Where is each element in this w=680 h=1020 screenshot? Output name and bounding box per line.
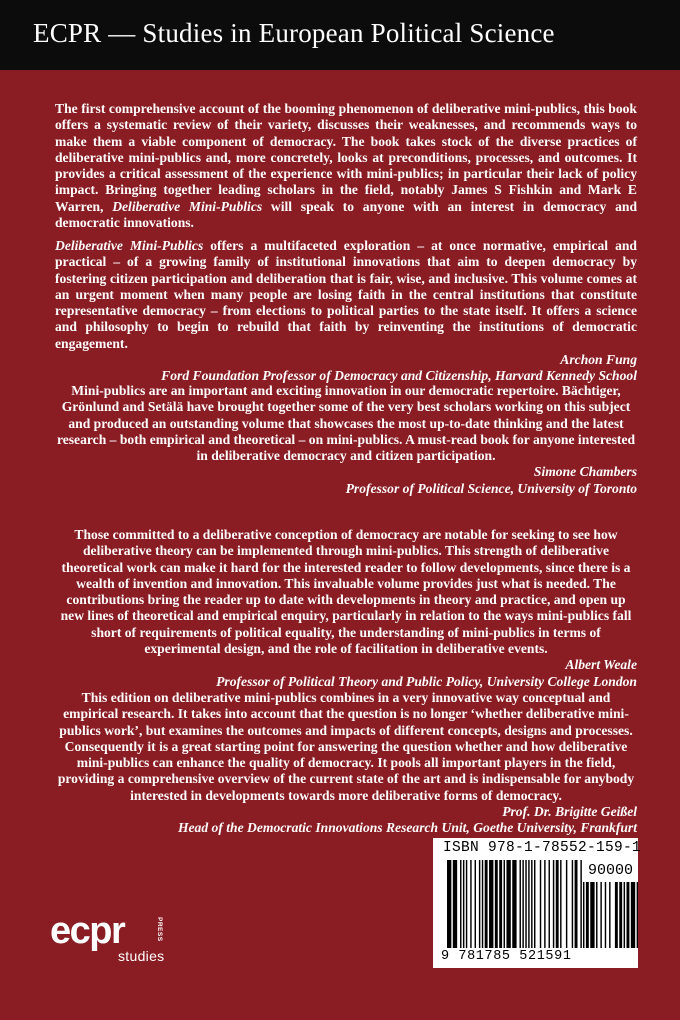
barcode-bar [528,860,529,948]
endorser-name: Prof. Dr. Brigitte Geißel [502,804,637,820]
barcode-bar [575,860,578,948]
book-title-italic: Deliberative Mini-Publics [55,238,204,253]
series-title: ECPR — Studies in European Political Science [33,18,555,48]
isbn-label: ISBN 978-1-78552-159-1 [443,840,642,856]
barcode-bar [460,860,461,948]
barcode-bar [495,860,498,948]
price-code: 90000 [588,862,634,879]
barcode-bar [637,882,638,948]
barcode-bar [631,882,635,948]
barcode-digits: 9 781785 521591 [441,949,572,964]
barcode-bar [482,860,483,948]
barcode-bar [596,882,597,948]
barcode-bar [475,860,476,948]
endorsement-quote: This edition on deliberative mini-publics combines in a very innovative way conceptual and empirical research. It takes into account that the question is no longer ‘whether deliberative mini-publics work’, but examines the outcomes and impacts of different concepts, designs and processes. Consequently it is a great starting point for answering the question whether and how deliberative mini-publics can enhance the quality of democracy. It pools all important players in the field, providing a comprehensive overview of the current state of the art and is indispensable for anybody interested in developments towards more deliberative forms of democracy. [57,690,635,803]
barcode-bar [531,860,532,948]
barcode-bar [525,860,526,948]
logo-studies-label: studies [118,948,165,964]
barcode-bar [506,860,510,948]
barcode-bar [489,860,493,948]
barcode-bar [553,860,554,948]
endorser-name: Archon Fung [560,352,637,368]
series-header-bar [0,0,680,70]
endorser-name: Albert Weale [565,657,637,673]
barcode-bar [600,882,601,948]
barcode-bar [512,860,516,948]
endorser-affiliation: Ford Foundation Professor of Democracy and Citizenship, Harvard Kennedy School [161,368,637,384]
description-text: The first comprehensive account of the booming phenomenon of deliberative mini-publics, this book offers a systematic review of their variety, discusses their weaknesses, and recommends ways to make them a viable component of democracy. The book takes stock of the diverse practices of deliberative mini-publics and, more concretely, looks at preconditions, processes, and outcomes. It provides a critical assessment of the experience with mini-publics; in particular their lack of policy impact. Bringing together leading scholars in the field, notably James S Fishkin and Mark E Warren, [55,101,637,214]
endorsement-weale [55,527,637,690]
barcode-bar [627,882,630,948]
endorser-affiliation: Head of the Democratic Innovations Research Unit, Goethe University, Frankfurt [177,820,637,836]
barcode-bar [556,860,559,948]
barcode-bar [609,882,610,948]
barcode-bar [619,882,622,948]
barcode-bar [586,882,589,948]
barcode-bar [540,860,541,948]
barcode-bar [583,882,584,948]
endorsement-quote: offers a multifaceted exploration – at once normative, empirical and practical – of a growing family of institutional innovations that aim to deepen democracy by fostering citizen participation and deliberation that is fair, wise, and inclusive. This volume comes at an urgent moment when many people are losing faith in the central institutions that constitute representative democracy – from elections to political parties to the state itself. It offers a science and philosophy to begin to rebuild that faith by reinventing the institutions of democratic engagement. [55,238,637,351]
barcode-bar [522,860,523,948]
book-title-italic: Deliberative Mini-Publics [112,198,263,214]
barcode-bar [549,860,550,948]
barcode-bar [534,860,535,948]
logo-press-label: PRESS [156,917,163,942]
barcode-bar [520,860,521,948]
endorsement-quote: Those committed to a deliberative conception of democracy are notable for seeking to see how deliberative theory can be implemented through mini-publics. This strength of deliberative theoretical work can make it hard for the interested reader to follow developments, since there is a wealth of invention and innovation. This invaluable volume provides just what is needed. The contributions bring the reader up to date with developments in theory and practice, and open up new lines of theoretical and empirical enquiry, particularly in relation to the ways mini-publics fall short of requirements of political equality, the understanding of mini-publics in terms of experimental design, and the role of facilitation in deliberative events. [60,527,632,657]
endorsement-fung [55,238,637,385]
barcode-bar [504,860,505,948]
barcode-bar [590,882,594,948]
endorser-affiliation: Professor of Political Theory and Public Policy, University College London [216,673,637,689]
endorsement-geissel [55,690,637,837]
barcode-bar [544,860,545,948]
barcode-bar [466,860,467,948]
barcode-bar [605,882,606,948]
logo-wordmark: ecpr [50,910,125,952]
barcode-bar [580,860,581,948]
description-text-end: will speak to anyone with an interest in democracy and democratic innovations. [55,198,638,231]
isbn-barcode [433,838,642,968]
barcode-bar [470,860,471,948]
barcode-bar [447,860,451,948]
barcode-bar [463,860,464,948]
barcode-bar [566,860,567,948]
barcode-bar [485,860,488,948]
barcode-bar [560,860,561,948]
barcode-bar [615,882,618,948]
barcode-bar [572,860,573,948]
barcode-bar [479,860,480,948]
book-description [55,101,637,231]
barcode-bar [499,860,502,948]
ecpr-press-logo [50,910,170,970]
endorser-name: Simone Chambers [533,464,637,480]
barcode-bar [453,860,457,948]
endorsement-quote: Mini-publics are an important and exciting innovation in our democratic repertoire. Bächtiger, Grönlund and Setälä have brought together some of the very best scholars working on this subject and produced an outstanding volume that showcases the most up-to-date thinking and the latest research – both empirical and theoretical – on mini-publics. A must-read book for anyone interested in deliberative democracy and citizen participation. [56,383,636,464]
endorsement-chambers [55,383,637,497]
barcode-bar [624,882,625,948]
endorser-affiliation: Professor of Political Science, University of Toronto [345,480,637,496]
